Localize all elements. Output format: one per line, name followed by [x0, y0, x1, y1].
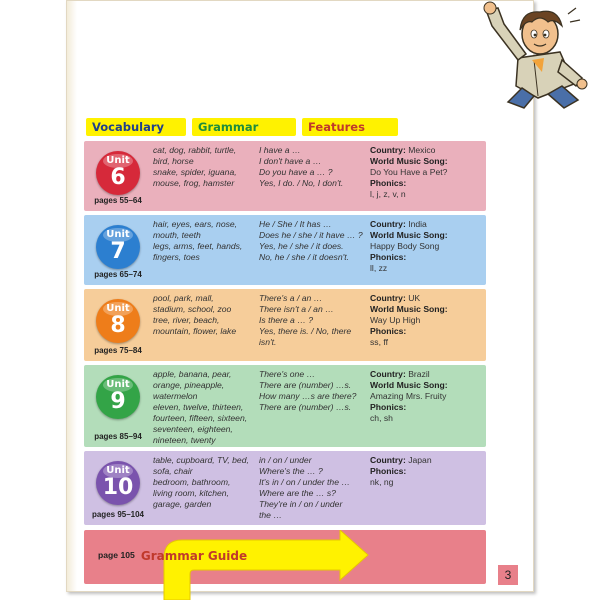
grammar-guide-row: [84, 530, 486, 584]
unit-7-features: Country: India World Music Song: Happy Body Song Phonics: ll, zz: [370, 219, 448, 273]
unit-10-side: [84, 451, 152, 525]
unit-9-row: [84, 365, 486, 447]
unit-6-grammar: I have a … I don't have a … Do you have a … ? Yes, I do. / No, I don't.: [259, 145, 344, 188]
unit-7-side: [84, 215, 152, 285]
unit-9-grammar: There's one … There are (number) …s. How many …s are there? There are (number) …s.: [259, 369, 357, 412]
unit-8-side: [84, 289, 152, 361]
unit-6-pages: pages 55–64: [94, 196, 142, 205]
grammar-header: Grammar: [192, 118, 296, 136]
unit-7-vocabulary: hair, eyes, ears, nose, mouth, teeth legs, arms, feet, hands, fingers, toes: [153, 219, 243, 262]
unit-6-badge: Unit 6: [96, 151, 140, 195]
page-number: 3: [498, 565, 518, 585]
unit-9-pages: pages 85–94: [94, 432, 142, 441]
arrow-icon: [154, 530, 374, 600]
unit-6-row: [84, 141, 486, 211]
unit-10-badge: Unit 10: [96, 461, 140, 505]
unit-6-features: Country: Mexico World Music Song: Do You Have a Pet? Phonics: l, j, z, v, n: [370, 145, 448, 199]
page-edge: [67, 1, 77, 591]
unit-8-row: [84, 289, 486, 361]
unit-9-side: [84, 365, 152, 447]
unit-10-grammar: in / on / under Where's the … ? It's in / on / under the … Where are the … s? They're in / on / under the …: [259, 455, 350, 520]
column-headers: [86, 118, 482, 136]
cartoon-boy-illustration: [478, 0, 596, 118]
unit-7-badge: Unit 7: [96, 225, 140, 269]
unit-10-vocabulary: table, cupboard, TV, bed, sofa, chair bedroom, bathroom, living room, kitchen, garage, garden: [153, 455, 249, 509]
unit-9-badge: Unit 9: [96, 375, 140, 419]
unit-7-row: [84, 215, 486, 285]
unit-8-grammar: There's a / an … There isn't a / an … Is there a … ? Yes, there is. / No, there isn't.: [259, 293, 352, 347]
unit-8-pages: pages 75–84: [94, 346, 142, 355]
features-header: Features: [302, 118, 398, 136]
unit-8-vocabulary: pool, park, mall, stadium, school, zoo tree, river, beach, mountain, flower, lake: [153, 293, 237, 336]
unit-8-features: Country: UK World Music Song: Way Up High Phonics: ss, ff: [370, 293, 448, 347]
grammar-guide-pages: page 105: [98, 550, 135, 560]
unit-8-badge: Unit 8: [96, 299, 140, 343]
unit-9-vocabulary: apple, banana, pear, orange, pineapple, watermelon eleven, twelve, thirteen, fourteen, fifteen, sixteen, seventeen, eighteen, nineteen, twenty: [153, 369, 248, 445]
unit-10-features: Country: Japan Phonics: nk, ng: [370, 455, 432, 487]
unit-10-pages: pages 95–104: [91, 510, 145, 519]
unit-6-side: [84, 141, 152, 211]
unit-7-pages: pages 65–74: [94, 270, 142, 279]
unit-9-features: Country: Brazil World Music Song: Amazing Mrs. Fruity Phonics: ch, sh: [370, 369, 448, 423]
unit-10-row: [84, 451, 486, 525]
unit-7-grammar: He / She / It has … Does he / she / it have … ? Yes, he / she / it does. No, he / she / it doesn't.: [259, 219, 363, 262]
vocabulary-header: Vocabulary: [86, 118, 186, 136]
unit-6-vocabulary: cat, dog, rabbit, turtle, bird, horse snake, spider, iguana, mouse, frog, hamster: [153, 145, 237, 188]
grammar-guide-label: Grammar Guide: [140, 549, 248, 563]
